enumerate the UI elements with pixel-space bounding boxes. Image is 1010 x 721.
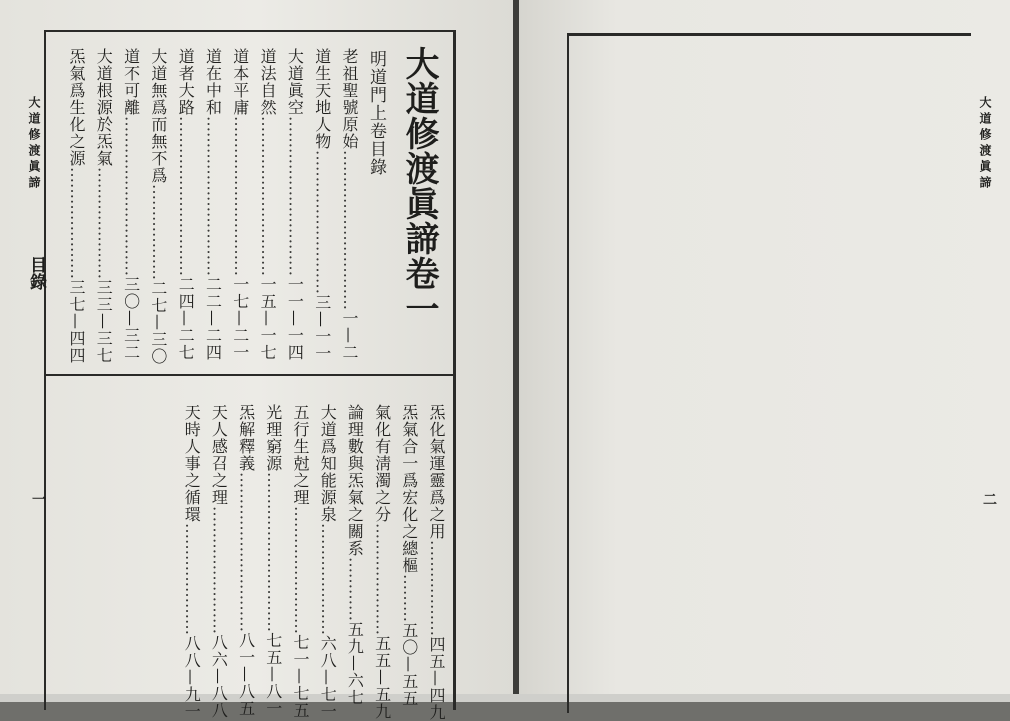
toc-entry-pages: 八一—八五 — [236, 632, 256, 717]
toc-entry-pages: 四五—四九 — [427, 636, 446, 721]
toc-entry-pages: 一—二 — [340, 310, 359, 361]
toc-entry-pages: 二七—三〇 — [148, 280, 168, 365]
toc-entry-title: 道在中和 — [203, 48, 223, 116]
toc-entry: 大道根源於炁氣…………………三三—三七 — [94, 48, 114, 364]
toc-entry-pages: 三三—三七 — [94, 279, 114, 364]
toc-entry: 炁解釋義…………………………八一—八五 — [236, 404, 256, 717]
toc-entry: 大道爲知能源泉…………………六八—七一 — [318, 404, 338, 720]
toc-entry-title: 道不可離 — [121, 48, 141, 116]
toc-entry: 氣化有淸濁之分…………………五五—五九 — [372, 404, 392, 720]
toc-entry: 道者大路…………………………二四—二七 — [176, 48, 196, 361]
toc-entry: 天時人事之循環…………………八八—九一 — [182, 404, 202, 720]
toc-entry-title: 炁解釋義 — [236, 404, 256, 472]
right-page-frame — [567, 33, 971, 713]
toc-entry-pages: 二二—二四 — [203, 276, 223, 361]
toc-entry-title: 炁氣爲生化之源 — [67, 48, 86, 167]
toc-entry-pages: 一五—一七 — [258, 276, 278, 361]
toc-entry-title: 老祖聖號原始 — [340, 48, 359, 150]
toc-entry: 論理數與炁氣之關系…………五九—六七 — [345, 404, 365, 706]
toc-entry: 道生天地人物………………………三—一一 — [312, 48, 332, 362]
toc-entry-pages: 一一—一四 — [285, 276, 305, 361]
toc-entry: 光理窮源…………………………七五—八一 — [263, 404, 283, 717]
toc-entry-pages: 三—一一 — [312, 294, 332, 362]
toc-entry: 五行生尅之理……………………七一—七五 — [291, 404, 310, 719]
toc-entry-title: 道法自然 — [258, 48, 278, 116]
toc-entry: 老祖聖號原始…………………………一—二 — [340, 48, 359, 361]
toc-entry-title: 大道無爲而無不爲 — [148, 48, 168, 184]
toc-entry-pages: 五九—六七 — [345, 621, 365, 706]
toc-entry-title: 大道眞空 — [285, 48, 305, 116]
left-margin-title: 大道修渡眞諦 — [27, 96, 41, 192]
toc-entry-title: 天時人事之循環 — [182, 404, 202, 523]
toc-entry-pages: 八八—九一 — [182, 635, 202, 720]
toc-entry-pages: 三七—四四 — [67, 279, 86, 364]
toc-divider — [44, 374, 456, 376]
toc-entry-title: 道生天地人物 — [312, 48, 332, 150]
toc-entry-pages: 六八—七一 — [318, 635, 338, 720]
right-margin-title: 大道修渡眞諦 — [978, 96, 992, 192]
toc-entry-title: 道本平庸 — [230, 48, 250, 116]
toc-entry-pages: 八六—八八 — [209, 634, 229, 719]
toc-entry: 天人感召之理……………………八六—八八 — [209, 404, 229, 719]
toc-entry: 炁氣爲生化之源…………………三七—四四 — [67, 48, 86, 364]
toc-entry-pages: 三〇—三二 — [121, 276, 141, 361]
toc-entry-title: 炁氣合一爲宏化之總樞 — [399, 404, 419, 574]
toc-entry: 大道無爲而無不爲………………二七—三〇 — [148, 48, 168, 365]
toc-entry: 大道眞空…………………………一一—一四 — [285, 48, 305, 361]
book-title: 大道修渡眞諦卷一 — [399, 46, 439, 326]
left-page-number: 一 — [30, 492, 46, 506]
toc-subtitle: 明道門上卷目錄 — [366, 50, 386, 176]
toc-entry-title: 光理窮源 — [263, 404, 283, 472]
toc-entry-pages: 七五—八一 — [263, 632, 283, 717]
toc-entry-title: 氣化有淸濁之分 — [372, 404, 392, 523]
toc-entry: 道本平庸…………………………一七—二一 — [230, 48, 250, 361]
toc-entry-pages: 五〇—五五 — [399, 622, 419, 707]
toc-entry-pages: 二四—二七 — [176, 276, 196, 361]
toc-entry: 道在中和…………………………二二—二四 — [203, 48, 223, 361]
toc-entry-pages: 七一—七五 — [291, 634, 310, 719]
toc-entry: 炁氣合一爲宏化之總樞………五〇—五五 — [399, 404, 419, 707]
right-page-number: 二 — [981, 492, 997, 506]
toc-entry-pages: 五五—五九 — [372, 635, 392, 720]
toc-entry-title: 天人感召之理 — [209, 404, 229, 506]
toc-entry: 道法自然…………………………一五—一七 — [258, 48, 278, 361]
toc-entry-pages: 一七—二一 — [230, 276, 250, 361]
left-margin-section: 目錄 — [26, 256, 46, 290]
toc-entry-title: 論理數與炁氣之關系 — [345, 404, 365, 557]
toc-entry-title: 五行生尅之理 — [291, 404, 310, 506]
toc-entry-title: 大道爲知能源泉 — [318, 404, 338, 523]
toc-entry: 炁化氣運靈爲之用………………四五—四九 — [427, 404, 446, 721]
toc-entry-title: 大道根源於炁氣 — [94, 48, 114, 167]
toc-entry-title: 炁化氣運靈爲之用 — [427, 404, 446, 540]
toc-entry-title: 道者大路 — [176, 48, 196, 116]
toc-entry: 道不可離…………………………三〇—三二 — [121, 48, 141, 361]
